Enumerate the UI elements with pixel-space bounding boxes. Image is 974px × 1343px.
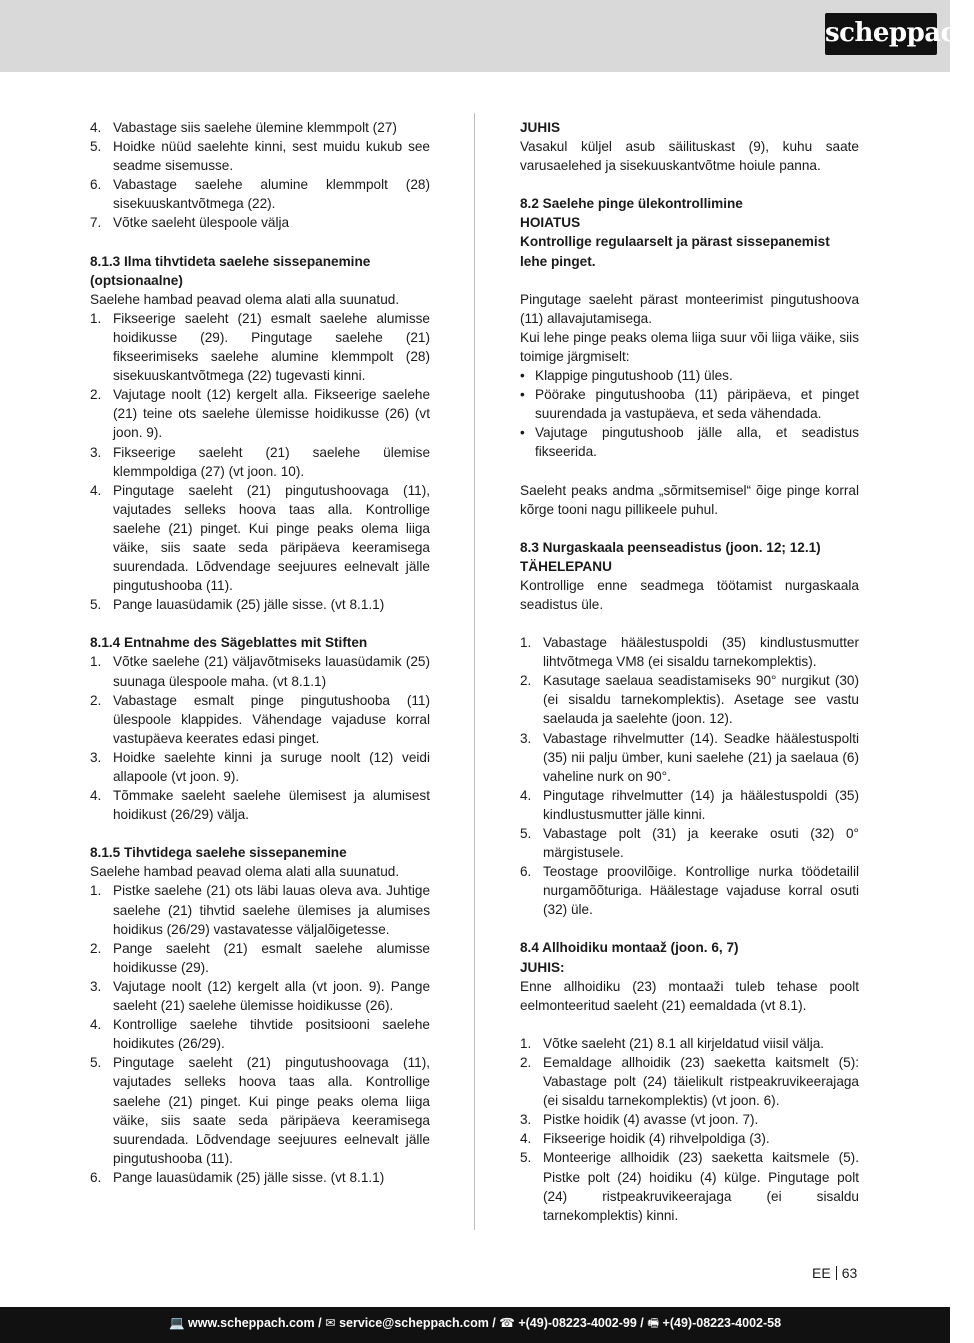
list-item: 6. Pange lauasüdamik (25) jälle sisse. (vt 8.1.1) bbox=[90, 1169, 385, 1185]
section-8-2-bullets bbox=[520, 366, 859, 461]
juhis-text: Vasakul küljel asub säilituskast (9), kuhu saate varusaelehed ja sisekuuskantvõtme hoiule panna. bbox=[520, 139, 859, 174]
list-item: 1. Fikseerige saeleht (21) esmalt saelehe alumisse hoidikusse (29). Pingutage saelehe (21) fikseerimiseks saelehe alumine klemmpolt (28) sisekuuskantvõtmega (22) tugevasti kinni. bbox=[90, 310, 430, 384]
list-item: 4. Pingutage saeleht (21) pingutushoovaga (11), vajutades selleks hoova taas alla. Kontrollige saelehe (21) pinget. Kui pinge peaks olema liiga väike, siis saate seda päripäeva keeramisega suurendada. Lõdvendage seejuures eelnevalt jälle pingutushooba (11). bbox=[90, 482, 430, 594]
list-item: 7. Võtke saeleht ülespoole välja bbox=[90, 215, 290, 231]
warning-label: HOIATUS bbox=[520, 215, 581, 231]
list-item: 5. Vabastage polt (31) ja keerake osuti (32) 0° märgistusele. bbox=[520, 826, 859, 861]
list-item: 3. Pistke hoidik (4) avasse (vt joon. 7). bbox=[520, 1112, 759, 1128]
list-item: 5. Pange lauasüdamik (25) jälle sisse. (vt 8.1.1) bbox=[90, 597, 385, 613]
fax-icon: 🖷 bbox=[647, 1316, 660, 1330]
list-item: 2. Vabastage esmalt pinge pingutushooba (11) ülespoole klappides. Vähendage vajaduse korral vastupäeva keerates edasi pinget. bbox=[90, 692, 430, 746]
section-8-1-4-title: 8.1.4 Entnahme des Sägeblattes mit Stiften bbox=[90, 635, 368, 651]
juhis-title: JUHIS bbox=[520, 120, 561, 135]
list-item: 5. Hoidke nüüd saelehte kinni, sest muidu kukub see seadme sisemusse. bbox=[90, 139, 430, 174]
page-number bbox=[812, 1265, 857, 1281]
section-8-4-text: Enne allhoidiku (23) montaaži tuleb tehase poolt eelmonteeritud saeleht (21) eemaldada (vt 8.1). bbox=[520, 978, 859, 1013]
website-link[interactable]: www.scheppach.com / bbox=[188, 1316, 322, 1330]
bullet-item: • Pöörake pingutushooba (11) päripäeva, et pinget suurendada ja vastupäeva, et seda vähendada. bbox=[520, 387, 859, 422]
list-item: 3. Vabastage rihvelmutter (14). Seadke häälestuspolti (35) nii palju ümber, kuni saelehe (21) ja saelaua (6) vaheline nurk on 90°. bbox=[520, 730, 859, 784]
header-band bbox=[0, 0, 950, 72]
list-item: 2. Kasutage saelaua seadistamiseks 90° nurgikut (30) (ei sisaldu tarnekomplektis). Asetage see vastu saelauda ja saelehte (joon. 12). bbox=[520, 673, 859, 727]
right-column bbox=[520, 118, 859, 1225]
list-item: 1. Vabastage häälestuspoldi (35) kindlustusmutter lihtvõtmega VM8 (ei sisaldu tarnekomplektis). bbox=[520, 635, 859, 670]
section-8-2-paragraph: Kui lehe pinge peaks olema liiga suur või liiga väike, siis toimige järgmiselt: bbox=[520, 329, 859, 364]
warning-text: Kontrollige regulaarselt ja pärast sissepanemist lehe pinget. bbox=[520, 234, 830, 269]
column-divider bbox=[474, 113, 475, 1230]
intro-steps-list bbox=[90, 118, 430, 233]
attention-label: TÄHELEPANU bbox=[520, 558, 612, 574]
section-8-4-list bbox=[520, 1034, 859, 1225]
list-item: 2. Pange saeleht (21) esmalt saelehe alumisse hoidikusse (29). bbox=[90, 940, 430, 975]
list-item: 6. Vabastage saelehe alumine klemmpolt (28) sisekuuskantvõtmega (22). bbox=[90, 177, 430, 212]
section-8-1-5-intro: Saelehe hambad peavad olema alati alla suunatud. bbox=[90, 864, 400, 880]
list-item: 3. Hoidke saelehte kinni ja suruge noolt (12) veidi allapoole (vt joon. 9). bbox=[90, 749, 430, 784]
language-code: EE bbox=[812, 1265, 831, 1281]
list-item: 1. Võtke saeleht (21) 8.1 all kirjeldatud viisil välja. bbox=[520, 1035, 825, 1051]
laptop-icon: 💻 bbox=[168, 1316, 185, 1330]
scheppach-logo: scheppach bbox=[825, 13, 937, 55]
page-number-value: 63 bbox=[841, 1265, 858, 1281]
list-item: 4. Pingutage rihvelmutter (14) ja häälestuspoldi (35) kindlustusmutter jälle kinni. bbox=[520, 787, 859, 822]
phone-number: +(49)-08223-4002-99 / bbox=[518, 1316, 644, 1330]
section-8-1-3-list bbox=[90, 309, 430, 615]
section-8-3-title: 8.3 Nurgaskaala peenseadistus (joon. 12; 12.1) bbox=[520, 539, 821, 555]
list-item: 5. Monteerige allhoidik (23) saeketta kaitsmele (5). Pistke polt (24) hoidiku (4) külge. Pingutage polt (24) ristpeakruvikeerajaga (ei sisaldu tarnekomplektis) kinni. bbox=[520, 1150, 859, 1223]
list-item: 4. Fikseerige hoidik (4) rihvelpoldiga (3). bbox=[520, 1131, 770, 1147]
list-item: 4. Vabastage siis saelehe ülemine klemmpolt (27) bbox=[90, 120, 397, 135]
section-8-1-3-intro: Saelehe hambad peavad olema alati alla suunatud. bbox=[90, 291, 400, 307]
left-column bbox=[90, 118, 430, 1187]
email-link[interactable]: service@scheppach.com / bbox=[339, 1316, 496, 1330]
section-8-3-text: Kontrollige enne seadmega töötamist nurgaskaala seadistus üle. bbox=[520, 577, 859, 612]
juhis-label: JUHIS: bbox=[520, 959, 565, 975]
envelope-icon: ✉ bbox=[325, 1316, 336, 1330]
section-8-1-4-list bbox=[90, 652, 430, 824]
list-item: 3. Vajutage noolt (12) kergelt alla (vt joon. 9). Pange saeleht (21) saelehe ülemisse hoidikusse (26). bbox=[90, 978, 430, 1014]
page-separator bbox=[836, 1266, 837, 1280]
section-8-2-paragraph: Pingutage saeleht pärast monteerimist pingutushoova (11) allavajutamisega. bbox=[520, 291, 859, 326]
phone-icon: ☎ bbox=[499, 1316, 515, 1330]
section-8-1-5-title: 8.1.5 Tihvtidega saelehe sissepanemine bbox=[90, 845, 347, 861]
list-item: 5. Pingutage saeleht (21) pingutushoovaga (11), vajutades selleks hoova taas alla. Kontrollige saelehe (21) pinget. Kui pinge peaks olema liiga väike, siis saate seda päripäeva keeramisega suurendada. Lõdvendage seejuures eelnevalt jälle pingutushooba (11). bbox=[90, 1055, 430, 1166]
list-item: 1. Võtke saelehe (21) väljavõtmiseks lauasüdamik (25) suunaga ülespoole maha. (vt 8.1.1) bbox=[90, 654, 430, 689]
section-8-2-title: 8.2 Saelehe pinge ülekontrollimine bbox=[520, 196, 743, 212]
contact-footer bbox=[0, 1307, 950, 1343]
list-item: 2. Vajutage noolt (12) kergelt alla. Fikseerige saelehe (21) teine ots saelehe ülemisse hoidikusse (26) (vt joon. 9). bbox=[90, 387, 430, 441]
list-item: 2. Eemaldage allhoidik (23) saeketta kaitsmelt (5): Vabastage polt (24) täielikult ristpeakruvikeerajaga (ei sisaldu tarnekomplektis) (vt joon. 6). bbox=[520, 1054, 859, 1109]
section-8-1-3-title: 8.1.3 Ilma tihvtideta saelehe sissepanemine (optsionaalne) bbox=[90, 253, 371, 288]
list-item: 1. Pistke saelehe (21) ots läbi lauas oleva ava. Juhtige saelehe (21) tihvtid saelehe ülemises ja alumises hoidikus (26/29) vastavatesse väljalõigetesse. bbox=[90, 883, 430, 937]
list-item: 4. Kontrollige saelehe tihvtide positsiooni saelehe hoidikutes (26/29). bbox=[90, 1017, 430, 1052]
list-item: 3. Fikseerige saeleht (21) saelehe ülemise klemmpoldiga (27) (vt joon. 10). bbox=[90, 444, 430, 479]
list-item: 4. Tõmmake saeleht saelehe ülemisest ja alumisest hoidikust (26/29) välja. bbox=[90, 788, 430, 823]
bullet-item: • Klappige pingutushoob (11) üles. bbox=[520, 368, 733, 384]
fax-number: +(49)-08223-4002-58 bbox=[662, 1316, 782, 1330]
section-8-1-5-list bbox=[90, 881, 430, 1187]
section-8-4-title: 8.4 Allhoidiku montaaž (joon. 6, 7) bbox=[520, 940, 739, 956]
bullet-item: • Vajutage pingutushoob jälle alla, et seadistus fikseerida. bbox=[520, 425, 859, 460]
section-8-2-paragraph: Saeleht peaks andma „sõrmitsemisel“ õige pinge korral kõrge tooni nagu pillikeele puhul. bbox=[520, 482, 859, 517]
section-8-3-list bbox=[520, 633, 859, 919]
list-item: 6. Teostage proovilõige. Kontrollige nurka töödetailil nurgamõõturiga. Häälestage vajaduse korral osuti (32) üle. bbox=[520, 864, 859, 918]
